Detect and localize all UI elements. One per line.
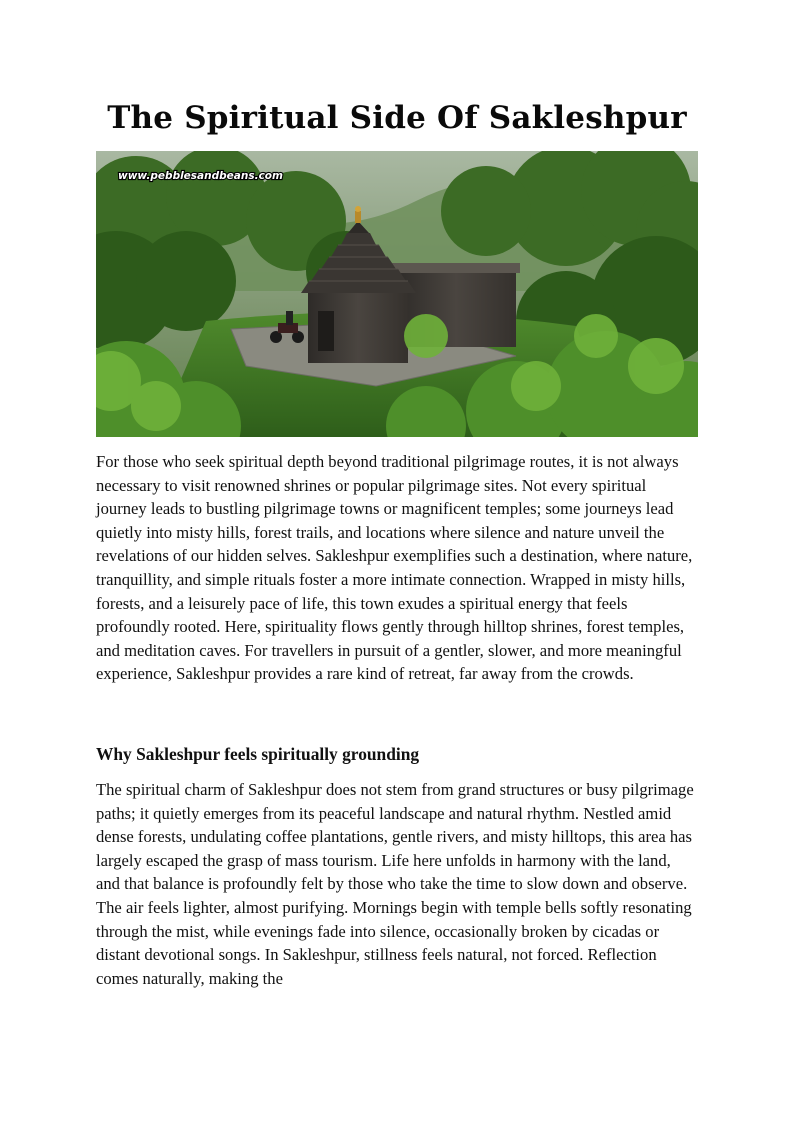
intro-paragraph: For those who seek spiritual depth beyond traditional pilgrimage routes, it is not always necessary to visit renowned shrines or popular pilgrimage sites. Not every spiritual journey leads to bustling pilgrimage towns or magnificent temples; some journeys lead quietly into misty hills, forest trails, and locations where silence and nature unveil the revelations of our hidden selves. Sakleshpur exemplifies such a destination, where nature, tranquillity, and simple rituals foster a more intimate connection. Wrapped in misty hills, forests, and a leisurely pace of life, this town exudes a spiritual energy that feels profoundly rooted. Here, spirituality flows gently through hilltop shrines, forest temples, and meditation caves. For travellers in pursuit of a gentler, slower, and more meaningful experience, Sakleshpur provides a rare kind of retreat, far away from the crowds.: [96, 452, 693, 684]
section-heading: Why Sakleshpur feels spiritually grounding: [96, 744, 420, 764]
image-watermark: www.pebblesandbeans.com: [118, 170, 283, 182]
page-title: The Spiritual Side Of Sakleshpur: [107, 100, 687, 136]
section-paragraph: The spiritual charm of Sakleshpur does not stem from grand structures or busy pilgrimage paths; it quietly emerges from its peaceful landscape and natural rhythm. Nestled amid dense forests, undulating coffee plantations, gentle rivers, and misty hilltops, this area has largely escaped the grasp of mass tourism. Life here unfolds in harmony with the land, and that balance is profoundly felt by those who take the time to slow down and observe. The air feels lighter, almost purifying. Mornings begin with temple bells softly resonating through the mist, while evenings fade into silence, occasionally broken by cicadas or distant devotional songs. In Sakleshpur, stillness feels natural, not forced. Reflection comes naturally, making the: [96, 780, 694, 988]
hero-image: [96, 151, 698, 437]
